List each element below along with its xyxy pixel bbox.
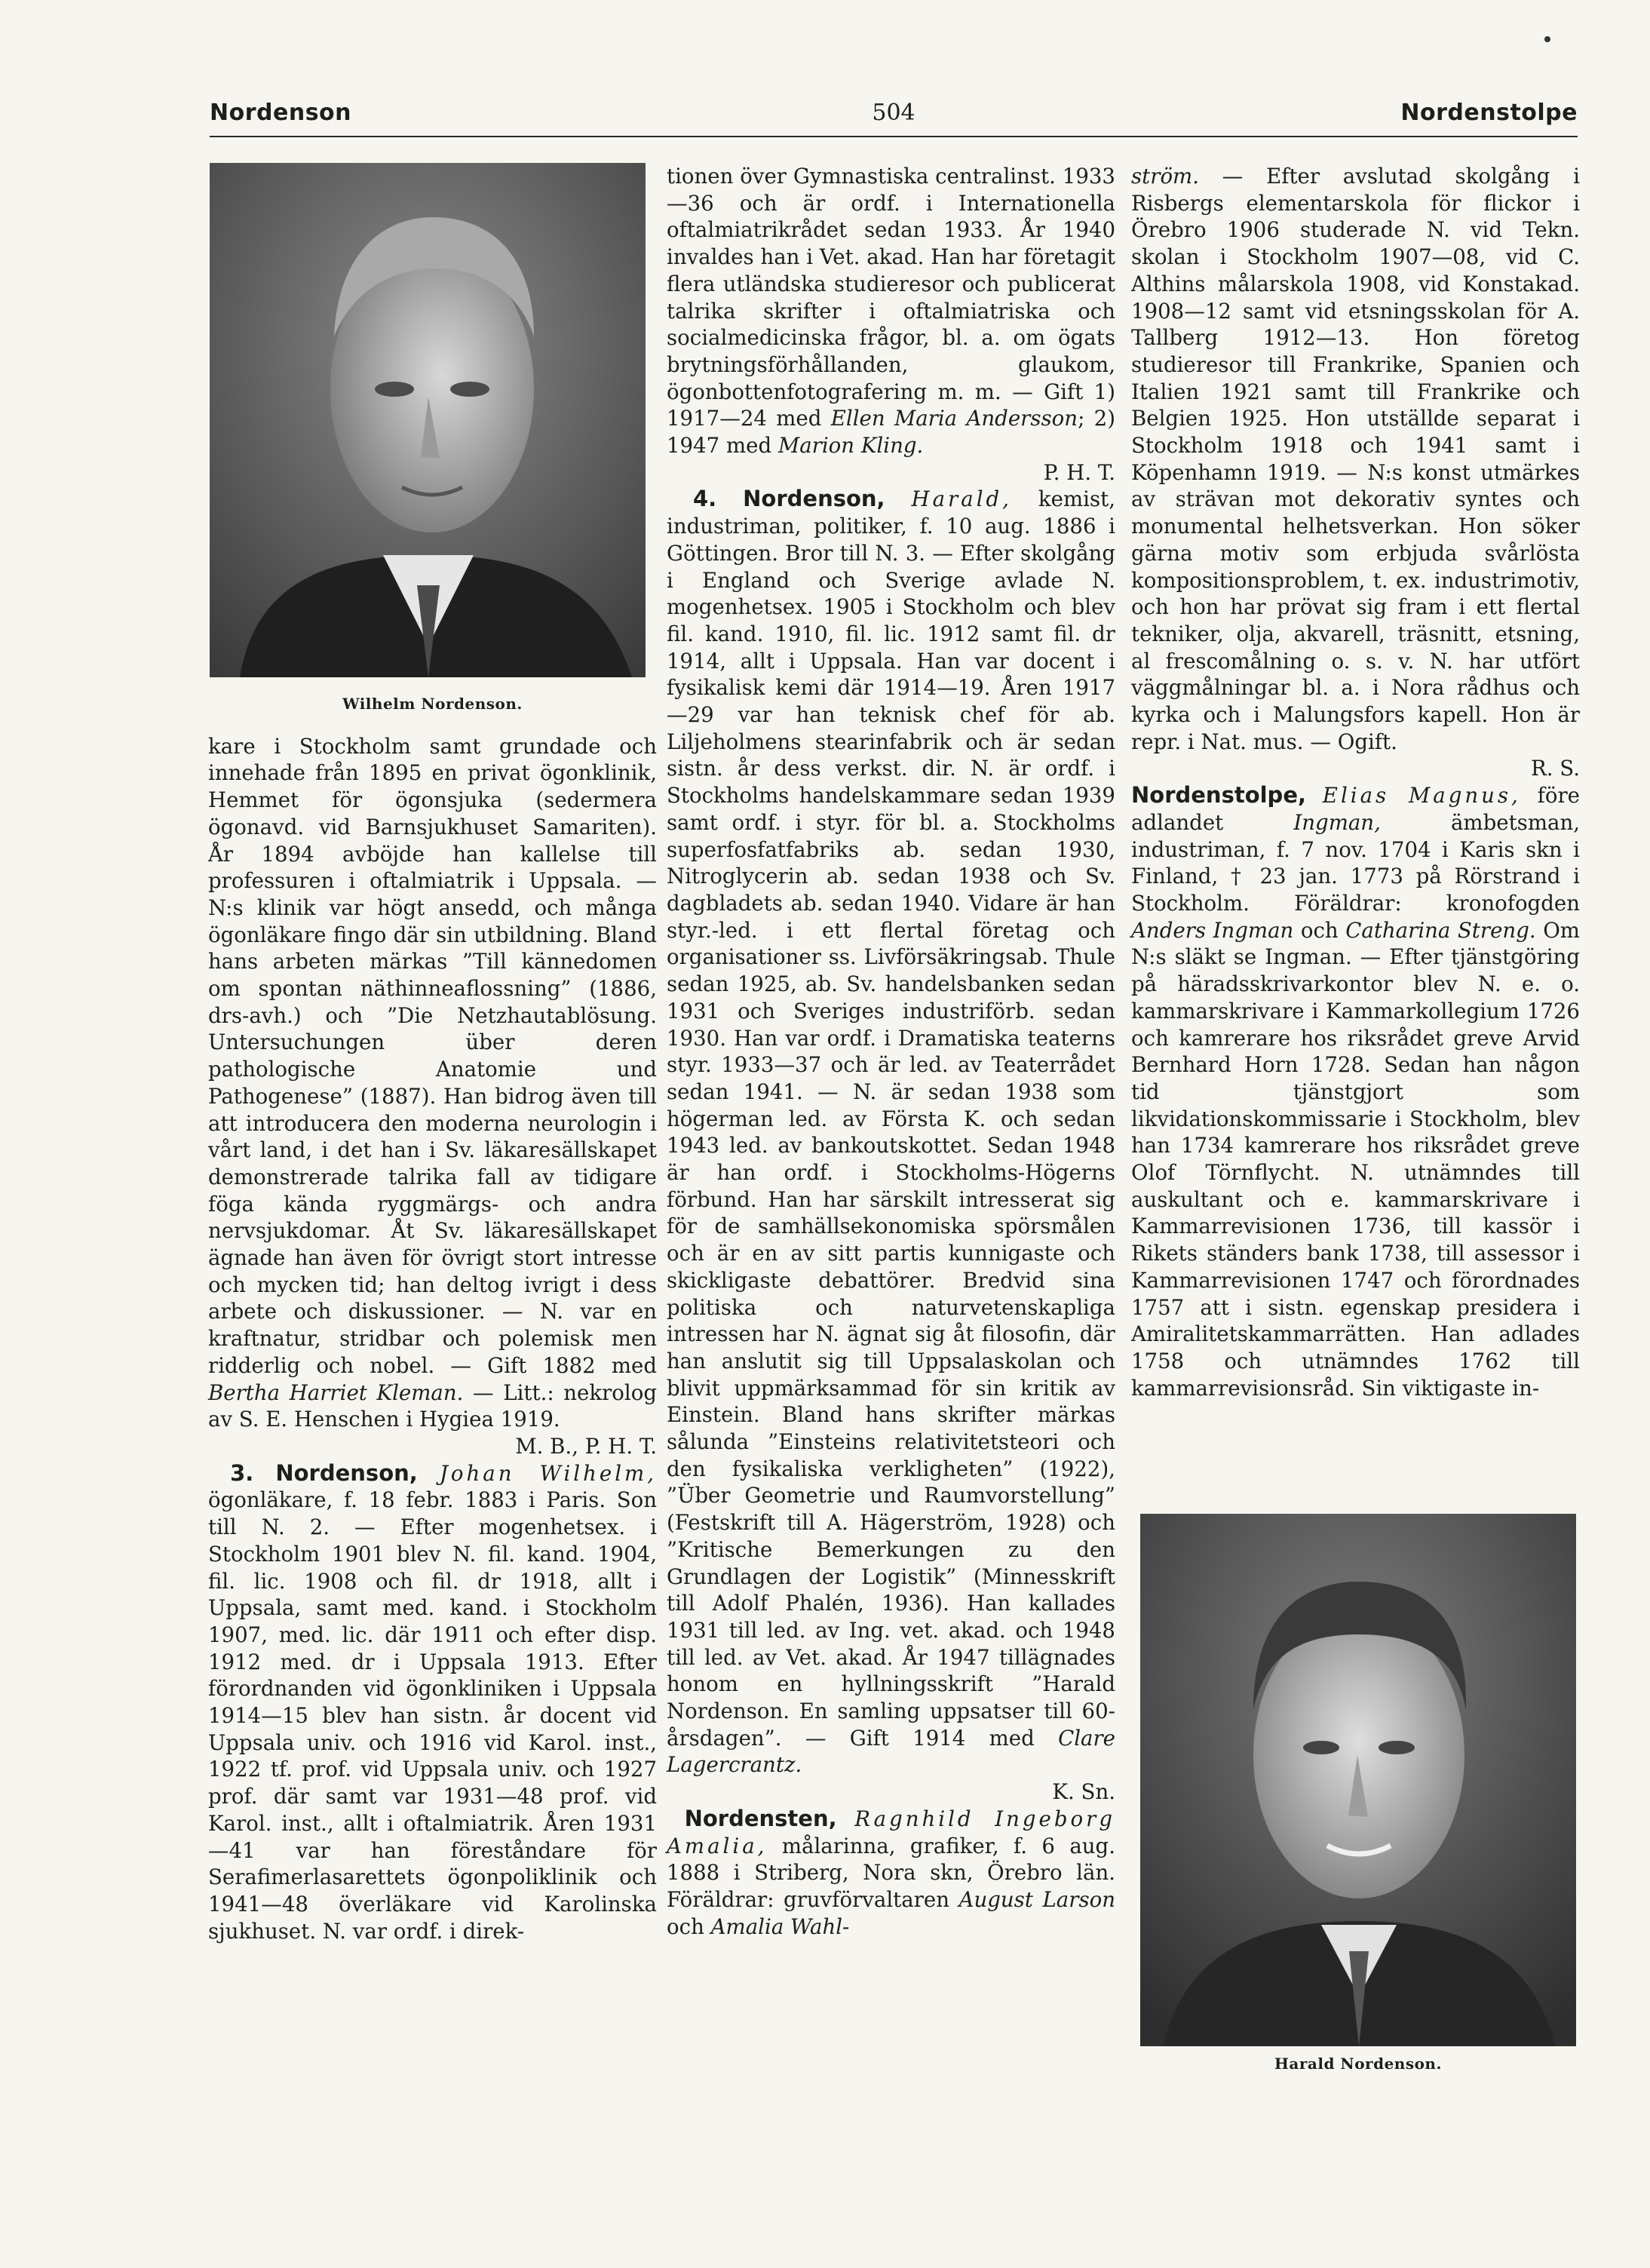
entry-2-text: kare i Stockholm samt grundade och innehade från 1895 en privat ögonklinik, Hemmet för ögonsjuka (sedermera ögonavd. vid Barnsjukhuset Samariten). År 1894 avböjde han kallelse till professuren i oftalmiatrik i Uppsala. — N:s klinik var högt ansedd, och många ögonläkare fingo där sin utbildning. Bland hans arbeten märkas ”Till kännedomen om spontan näthinneaflossning” (1886, drs-avh.) och ”Die Netzhautablösung. Untersuchungen über deren pathologische Anatomie und Pathogenese” (1887). Han bidrog även till att introducera den moderna neurologin i vårt land, i det han i Sv. läkaresällskapet demonstrerade talrika fall av tidigare föga kända ryggmärgs- och andra nervsjukdomar. Åt Sv. läkaresällskapet ägnade han även för övrigt stort intresse och mycken tid; han deltog ivrigt i dess arbete och diskussioner. — N. var en kraftnatur, stridbar och polemisk men ridderlig och nobel. — Gift 1882 med bbox=[208, 733, 657, 1378]
portrait-photo-harald bbox=[1140, 1514, 1576, 2046]
entry-nordenstolpe-text-2: ämbetsman, industriman, f. 7 nov. 1704 i Karis skn i Finland, † 23 jan. 1773 på Rörstrand i Stockholm. Föräldrar: kronofogden bbox=[1131, 809, 1580, 916]
entry-2-literature: — Litt.: nekrolog av S. E. Henschen i Hygiea 1919. bbox=[208, 1380, 657, 1432]
page-speck bbox=[1544, 36, 1550, 42]
entry-2-signature: M. B., P. H. T. bbox=[515, 1433, 657, 1459]
entry-nordensten-text: målarinna, grafiker, f. 6 aug. 1888 i Striberg, Nora skn, Örebro län. Föräldrar: gruvförvaltaren bbox=[667, 1833, 1115, 1912]
entry-2-wife-name: Bertha Harriet Kleman. bbox=[208, 1380, 464, 1405]
photo-caption-harald: Harald Nordenson. bbox=[1274, 2055, 1442, 2073]
entry-3-wife-2: Marion Kling. bbox=[777, 433, 924, 459]
entry-4-wife-name: Clare Lagercrantz. bbox=[667, 1725, 1115, 1778]
entry-3-continuation bbox=[667, 163, 1115, 486]
entry-nordenstolpe-text-3: Om N:s släkt se Ingman. — Efter tjänstgöring på häradsskrivarkontor blev N. e. o. kammarskrivare i Kammarkollegium 1726 och kamrerare hos riksrådet greve Arvid Bernhard Horn 1728. Sedan han någon tid tjänstgjort som likvidationskommissarie i Stockholm, blev han 1734 kamrerare hos riksrådet greve Olof Törnflycht. N. utnämndes till auskultant och e. kammarskrivare i Kammarrevisionen 1736, till kassör i Rikets ständers bank 1738, till assessor i Kammarrevisionen 1747 och förordnades 1757 att i sistn. egenskap presidera i Amiralitetskammarrätten. Han adlades 1758 och utnämndes 1762 till kammarrevisionsråd. Sin viktigaste in- bbox=[1131, 917, 1580, 1401]
entry-nordensten-signature: R. S. bbox=[1530, 756, 1580, 781]
header-left-word: Nordenson bbox=[210, 100, 352, 126]
entry-nordensten-text-cont: — Efter avslutad skolgång i Risbergs elementarskola för flickor i Örebro 1906 studerade N. vid Tekn. skolan i Stockholm 1907—08, vid C. Althins målarskola 1908, vid Konstakad. 1908—12 samt vid etsningsskolan för A. Tallberg 1912—13. Hon företog studieresor till Frankrike, Spanien och Italien 1921 samt till Frankrike och Belgien 1925. Hon utställde separat i Stockholm 1918 och 1941 samt i Köpenhamn 1919. — N:s konst utmärkes av strävan mot dekorativ syntes och monumental helhetsverkan. Hon söker gärna motiv som erbjuda svårlösta kompositionsproblem, t. ex. industrimotiv, och hon har prövat sig fram i ett flertal tekniker, olja, akvarell, träsnitt, etsning, al frescomålning o. s. v. N. har utfört väggmålningar bl. a. i Nora rådhus och kyrka och i Malungsfors kapell. Hon är repr. i Nat. mus. — Ogift. bbox=[1131, 164, 1580, 754]
entry-3-text: ögonläkare, f. 18 febr. 1883 i Paris. Son till N. 2. — Efter mogenhetsex. i Stockholm 1901 blev N. fil. kand. 1904, fil. lic. 1908 och fil. dr 1918, allt i Uppsala, samt med. kand. i Stockholm 1907, med. lic. där 1911 och efter disp. 1912 med. dr i Uppsala 1913. Efter förordnanden vid ögonkliniken i Uppsala 1914—15 blev han sistn. år docent vid Uppsala univ. och 1916 vid Karol. inst., 1922 tf. prof. vid Uppsala univ. och 1927 prof. där samt var 1931—48 prof. vid Karol. inst., allt i oftalmiatrik. Åren 1931—41 var han föreståndare för Serafimerlasarettets ögonpoliklinik och 1941—48 överläkare vid Karolinska sjukhuset. N. var ordf. i direk- bbox=[208, 1487, 657, 1944]
column-1 bbox=[208, 163, 657, 1944]
entry-3-given-names: Johan Wilhelm, bbox=[439, 1460, 657, 1486]
entry-4-signature: K. Sn. bbox=[1052, 1779, 1115, 1805]
entry-nordensten bbox=[667, 1806, 1115, 1941]
entry-3-wife-1: Ellen Maria Andersson bbox=[830, 406, 1078, 431]
column-2 bbox=[667, 163, 1115, 1940]
entry-nordensten-continuation bbox=[1131, 163, 1580, 782]
entry-nordenstolpe-mother: Catharina Streng. bbox=[1345, 917, 1536, 943]
entry-nordenstolpe-given-names: Elias Magnus, bbox=[1322, 783, 1521, 809]
entry-nordenstolpe-former-name: Ingman, bbox=[1293, 809, 1381, 835]
entry-nordensten-and: och bbox=[667, 1914, 704, 1939]
entry-nordensten-mother-end: ström. bbox=[1131, 164, 1199, 189]
portrait-harald-image bbox=[1140, 1514, 1576, 2046]
entry-nordenstolpe-surname: Nordenstolpe, bbox=[1131, 782, 1306, 809]
entry-3-marriage-2: ; 2) 1947 med bbox=[667, 406, 1116, 459]
page-number: 504 bbox=[872, 100, 915, 126]
header-right-word: Nordenstolpe bbox=[1400, 100, 1578, 126]
entry-3-number: 3. bbox=[230, 1459, 254, 1486]
entry-2-continuation bbox=[208, 733, 657, 1460]
entry-4-surname: Nordenson, bbox=[743, 486, 885, 512]
entry-nordensten-given-names: Ragnhild Ingeborg Amalia, bbox=[667, 1806, 1115, 1858]
entry-4-text: kemist, industriman, politiker, f. 10 aug. 1886 i Göttingen. Bror till N. 3. — Efter skolgång i England och Sverige avlade N. mogenhetsex. 1905 i Stockholm och blev fil. kand. 1910, fil. lic. 1912 samt fil. dr 1914, allt i Uppsala. Han var docent i fysikalisk kemi där 1914—19. Åren 1917—29 var han teknisk chef för ab. Liljeholmens stearinfabrik och är sedan sistn. år dess verkst. dir. N. är ordf. i Stockholms handelskammare sedan 1939 samt ordf. i styr. för bl. a. Stockholms superfosfatfabriks ab. sedan 1930, Nitroglycerin ab. sedan 1938 och Sv. dagbladets ab. sedan 1940. Vidare är han styr.-led. i ett flertal företag och organisationer ss. Livförsäkringsab. Thule sedan 1925, ab. Sv. handelsbanken sedan 1931 och Sveriges industriförb. sedan 1930. Han var ordf. i Dramatiska teaterns styr. 1933—37 och är led. av Teaterrådet sedan 1941. — N. är sedan 1938 som högerman led. av Första K. och sedan 1943 led. av bankoutskottet. Sedan 1948 är han ordf. i Stockholms-Högerns förbund. Han har särskilt intresserat sig för de samhällsekonomiska spörsmålen och är en av sitt partis kunnigaste och skickligaste debattörer. Bredvid sina politiska och naturvetenskapliga intressen har N. ägnat sig åt filosofin, där han anslutit sig till Uppsalaskolan och blivit uppmärksammad för sin kritik av Einstein. Bland hans skrifter märkas sålunda ”Einsteins relativitetsteori och den fysikaliska verkligheten” (1922), ”Über Geometrie und Raumvorstellung” (Festskrift till A. Hägerström, 1928) och ”Kritische Bemerkungen zu den Grundlagen der Logistik” (Minnesskrift till Adolf Phalén, 1936). Han kallades 1931 till led. av Ing. vet. akad. och 1948 till led. av Vet. akad. År 1947 tillägnades honom en hyllningsskrift ”Harald Nordenson. En samling uppsatser till 60-årsdagen”. — Gift 1914 med bbox=[667, 486, 1115, 1751]
entry-3-text-cont: tionen över Gymnastiska centralinst. 1933—36 och är ordf. i Internationella oftalmiatrikrådet sedan 1933. År 1940 invaldes han i Vet. akad. Han har företagit flera utländska studieresor och publicerat talrika skrifter i oftalmiatriska och socialmedicinska frågor, bl. a. om ögats brytningsförhållanden, glaukom, ögonbottenfotografering m. m. — Gift 1) 1917—24 med bbox=[667, 164, 1115, 431]
entry-nordenstolpe-and: och bbox=[1300, 917, 1339, 943]
entry-4-number: 4. bbox=[692, 486, 717, 512]
entry-3-surname: Nordenson, bbox=[275, 1459, 418, 1486]
entry-3 bbox=[208, 1460, 657, 1945]
column-3 bbox=[1131, 163, 1580, 1401]
entry-nordenstolpe-text-1: före adlandet bbox=[1131, 783, 1580, 835]
entry-3-signature: P. H. T. bbox=[1043, 459, 1115, 485]
entry-nordenstolpe-father: Anders Ingman bbox=[1131, 917, 1294, 943]
photo-caption-wilhelm: Wilhelm Nordenson. bbox=[342, 695, 523, 713]
portrait-wilhelm-image bbox=[210, 163, 646, 677]
running-header bbox=[210, 100, 1578, 137]
entry-4 bbox=[667, 486, 1115, 1805]
entry-nordensten-surname: Nordensten, bbox=[684, 1805, 837, 1831]
entry-nordenstolpe bbox=[1131, 782, 1580, 1401]
entry-4-given-name: Harald, bbox=[911, 486, 1012, 512]
entry-nordensten-mother: Amalia Wahl- bbox=[710, 1914, 850, 1939]
portrait-photo-wilhelm bbox=[210, 163, 646, 677]
entry-nordensten-father: August Larson bbox=[958, 1887, 1115, 1912]
